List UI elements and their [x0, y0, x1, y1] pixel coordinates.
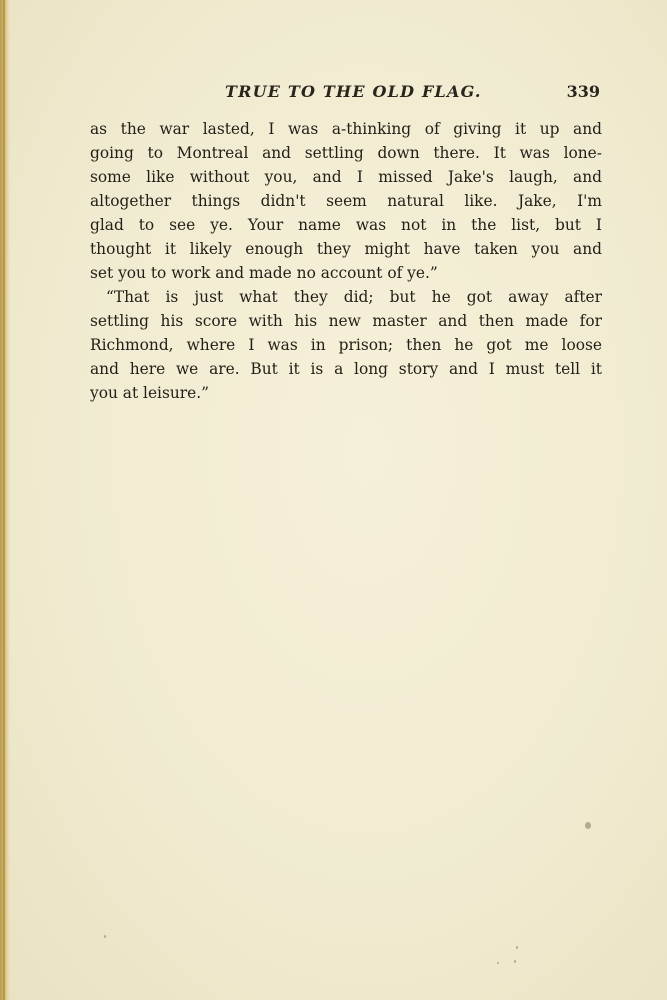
paper-speck — [104, 935, 106, 938]
text-line: as the war lasted, I was a-thinking of giving it up and — [90, 120, 602, 138]
text-line: Richmond, where I was in prison; then he got me loose — [90, 336, 602, 354]
text-line: set you to work and made no account of ye.” — [90, 264, 438, 282]
spine-shadow-line — [3, 0, 5, 1000]
text-line: thought it likely enough they might have taken you and — [90, 240, 602, 258]
paper-speck — [516, 946, 518, 949]
book-spine-edge — [0, 0, 10, 1000]
running-title: TRUE TO THE OLD FLAG. — [225, 82, 482, 101]
paper-speck — [497, 962, 499, 964]
paper-speck — [585, 822, 591, 829]
text-line: going to Montreal and settling down there. It was lone- — [90, 144, 602, 162]
body-text — [90, 117, 602, 405]
paragraph — [90, 285, 602, 405]
paragraph — [90, 117, 602, 285]
page-number: 339 — [566, 82, 600, 101]
text-line: “That is just what they did; but he got away after — [106, 288, 602, 306]
text-line: some like without you, and I missed Jake's laugh, and — [90, 168, 602, 186]
text-line: you at leisure.” — [90, 384, 210, 402]
paper-speck — [514, 960, 516, 963]
running-head — [90, 82, 602, 106]
text-line: and here we are. But it is a long story and I must tell it — [90, 360, 602, 378]
text-line: settling his score with his new master and then made for — [90, 312, 602, 330]
text-line: glad to see ye. Your name was not in the list, but I — [90, 216, 602, 234]
text-line: altogether things didn't seem natural like. Jake, I'm — [90, 192, 602, 210]
